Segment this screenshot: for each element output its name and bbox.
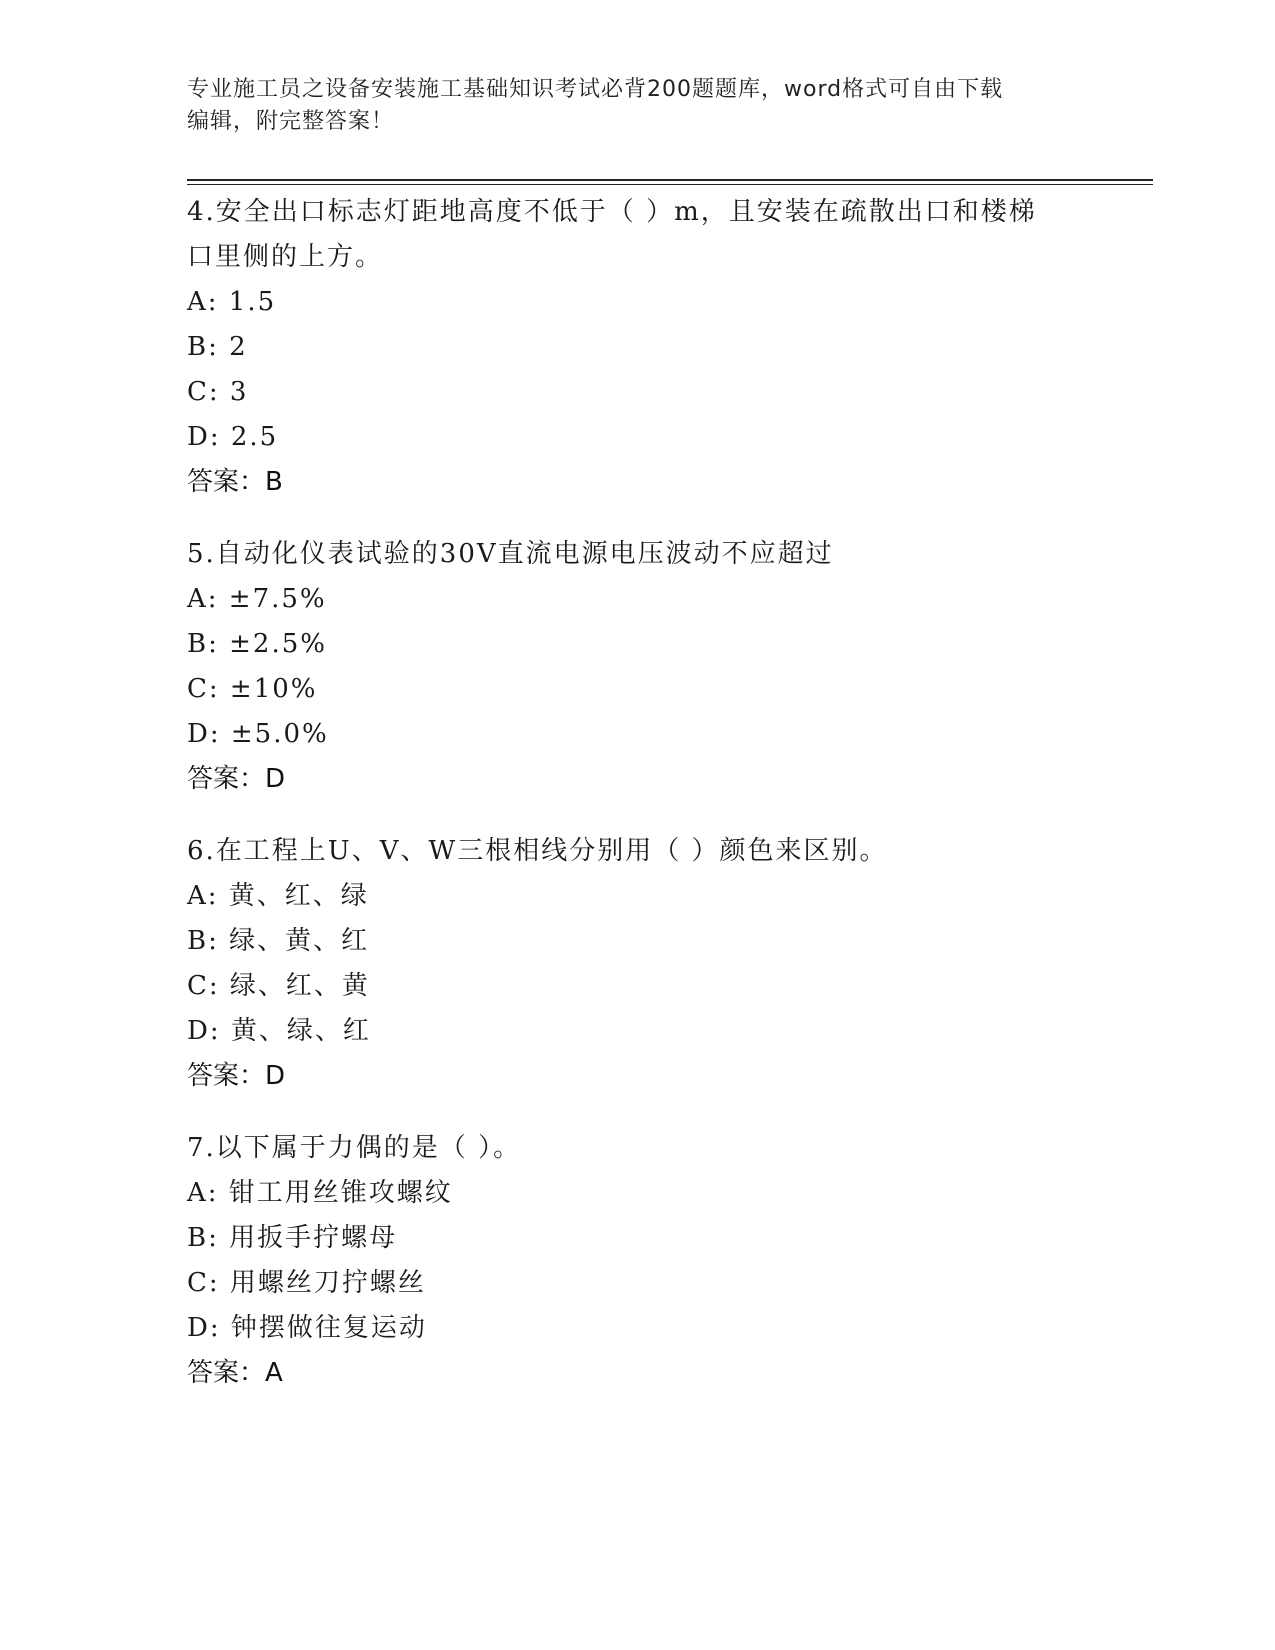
option-d: D: ±5.0% xyxy=(187,719,329,749)
answer-label: 答案：A xyxy=(187,1358,283,1388)
answer-label: 答案：D xyxy=(187,764,286,794)
question-7 xyxy=(187,1126,1087,1396)
header-line-2: 编辑，附完整答案！ xyxy=(187,109,395,134)
header-divider-thick xyxy=(187,179,1153,181)
option-c: C: 用螺丝刀拧螺丝 xyxy=(187,1268,426,1298)
answer-label: 答案：B xyxy=(187,467,283,497)
option-a: A: 1.5 xyxy=(187,287,277,317)
option-d: D: 2.5 xyxy=(187,422,279,452)
option-a: A: ±7.5% xyxy=(187,584,327,614)
question-4 xyxy=(187,190,1087,505)
question-stem: 4.安全出口标志灯距地高度不低于（ ）m，且安装在疏散出口和楼梯 xyxy=(187,197,1037,227)
option-b: B: 用扳手拧螺母 xyxy=(187,1223,398,1253)
option-a: A: 黄、红、绿 xyxy=(187,881,369,911)
question-stem: 5.自动化仪表试验的30V直流电源电压波动不应超过 xyxy=(187,539,834,569)
question-6 xyxy=(187,829,1087,1099)
option-a: A: 钳工用丝锥攻螺纹 xyxy=(187,1178,453,1208)
question-stem: 6.在工程上U、V、W三根相线分别用（ ）颜色来区别。 xyxy=(187,836,888,866)
option-d: D: 黄、绿、红 xyxy=(187,1016,371,1046)
question-stem-continued: 口里侧的上方。 xyxy=(187,242,384,272)
option-b: B: 2 xyxy=(187,332,248,362)
question-list xyxy=(187,190,1087,1423)
question-stem: 7.以下属于力偶的是（ ）。 xyxy=(187,1133,522,1163)
document-header xyxy=(187,74,1067,138)
option-c: C: 3 xyxy=(187,377,249,407)
option-c: C: ±10% xyxy=(187,674,318,704)
option-b: B: ±2.5% xyxy=(187,629,327,659)
header-divider-thin xyxy=(187,184,1153,185)
option-b: B: 绿、黄、红 xyxy=(187,926,370,956)
option-d: D: 钟摆做往复运动 xyxy=(187,1313,427,1343)
question-5 xyxy=(187,532,1087,802)
header-line-1: 专业施工员之设备安装施工基础知识考试必背200题题库，word格式可自由下载 xyxy=(187,77,1004,102)
option-c: C: 绿、红、黄 xyxy=(187,971,370,1001)
answer-label: 答案：D xyxy=(187,1061,286,1091)
